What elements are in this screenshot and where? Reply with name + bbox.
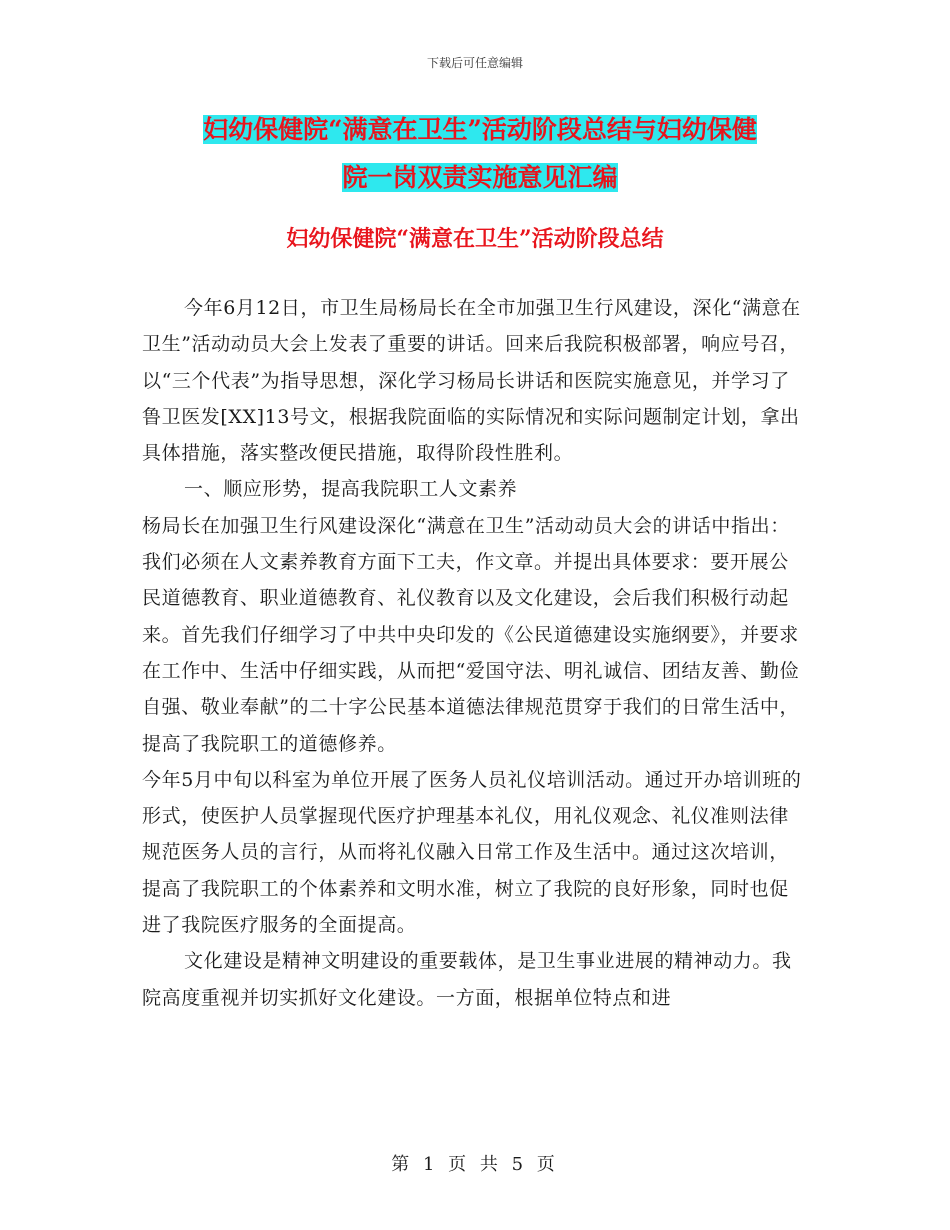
paragraph-4: 文化建设是精神文明建设的重要载体，是卫生事业进展的精神动力。我院高度重视并切实抓好文化建设。一方面，根据单位特点和进	[142, 950, 792, 1009]
paragraph-3: 今年5月中旬以科室为单位开展了医务人员礼仪培训活动。通过开办培训班的形式，使医护人员掌握现代医疗护理基本礼仪，用礼仪观念、礼仪准则法律规范医务人员的言行，从而将礼仪融入日常工作及生活中。通过这次培训，提高了我院职工的个体素养和文明水准，树立了我院的良好形象，同时也促进了我院医疗服务的全面提高。	[142, 768, 802, 937]
paragraph-2: 杨局长在加强卫生行风建设深化“满意在卫生”活动动员大会的讲话中指出：我们必须在人文素养教育方面下工夫，作文章。并提出具体要求：要开展公民道德教育、职业道德教育、礼仪教育以及文化建设，会后我们积极行动起来。首先我们仔细学习了中共中央印发的《公民道德建设实施纲要》，并要求在工作中、生活中仔细实践，从而把“爱国守法、明礼诚信、团结友善、勤俭自强、敬业奉献”的二十字公民基本道德法律规范贯穿于我们的日常生活中，提高了我院职工的道德修养。	[142, 514, 800, 755]
body-text	[142, 290, 808, 1016]
page-footer: 第 1 页 共 5 页	[391, 1154, 559, 1175]
document-title-line-2: 院一岗双责实施意见汇编	[342, 163, 618, 192]
paragraph-1: 今年6月12日，市卫生局杨局长在全市加强卫生行风建设，深化“满意在卫生”活动动员大会上发表了重要的讲话。回来后我院积极部署，响应号召，以“三个代表”为指导思想，深化学习杨局长讲话和医院实施意见，并学习了鲁卫医发[XX]13号文，根据我院面临的实际情况和实际问题制定计划，拿出具体措施，落实整改便民措施，取得阶段性胜利。	[142, 297, 801, 465]
document-title	[150, 106, 810, 202]
header-note: 下载后可任意编辑	[426, 56, 523, 70]
section-title: 妇幼保健院“满意在卫生”活动阶段总结	[286, 226, 664, 252]
document-title-line-1: 妇幼保健院“满意在卫生”活动阶段总结与妇幼保健	[203, 115, 757, 144]
subheading-1: 一、顺应形势，提高我院职工人文素养	[184, 478, 518, 501]
